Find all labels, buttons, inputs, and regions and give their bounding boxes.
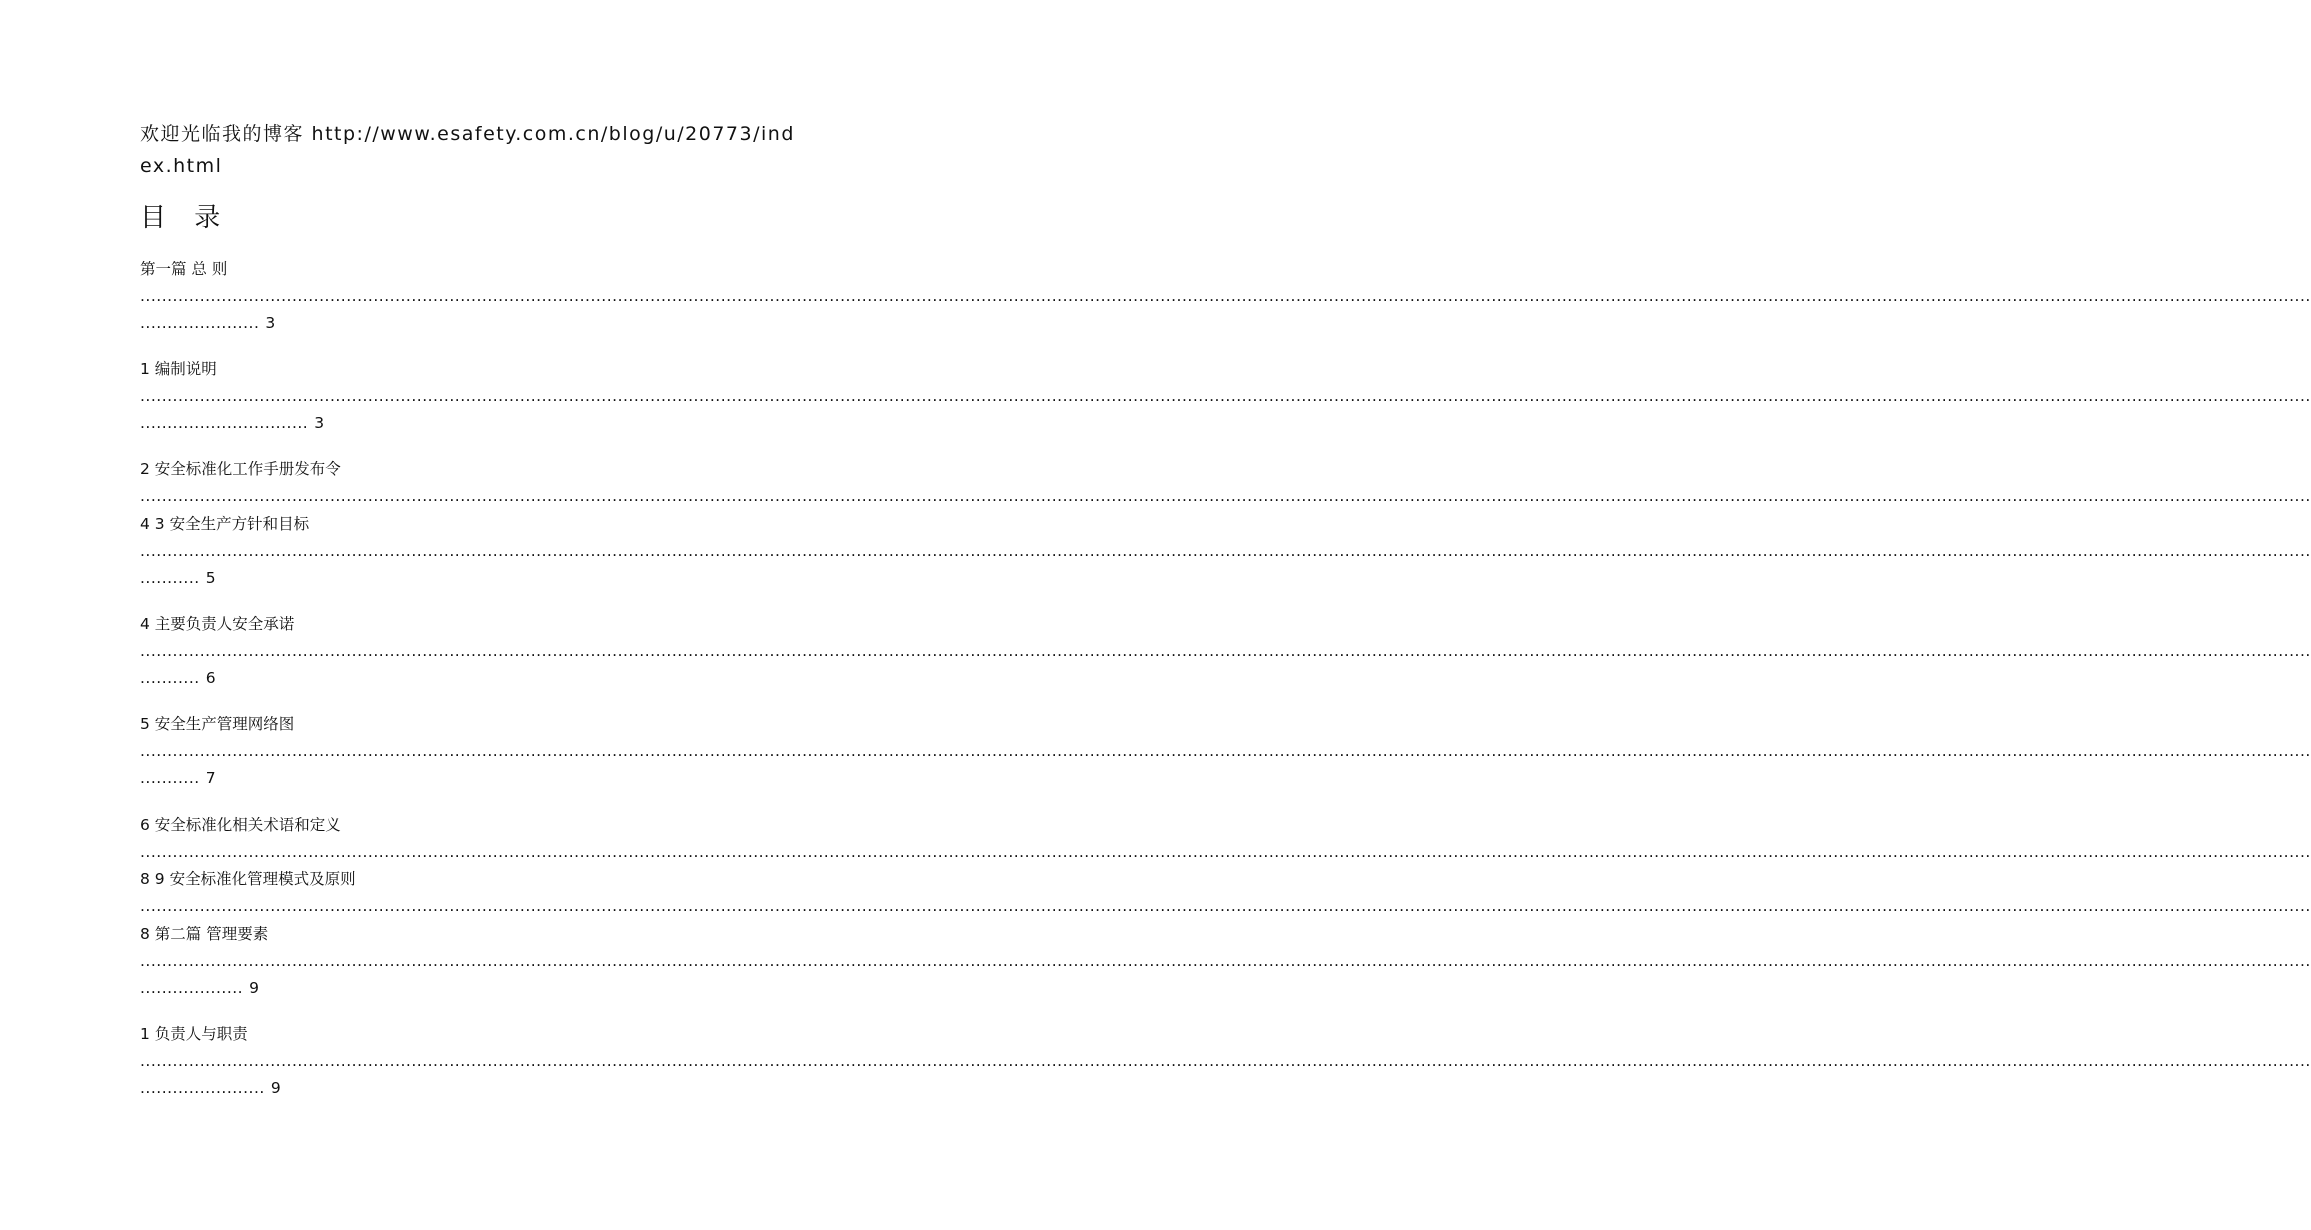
toc-entry[interactable] [140,356,2311,437]
dot-leader-tail: ...................... [140,314,260,332]
dot-leader-tail: ................... [140,979,244,997]
dot-leader-tail: ............................... [140,414,309,432]
dot-leader: ................................................................................................................................................................................................................................................................................................................................................................................................................ [140,387,2311,405]
toc-entry-title: 8 第二篇 管理要素 [140,925,269,943]
dot-leader: ................................................................................................................................................................................................................................................................................................................................................................................................................ [140,897,2311,915]
toc-entry[interactable] [140,1021,2311,1102]
toc-entry-title: 4 3 安全生产方针和目标 [140,515,310,533]
toc-entry-title: 5 安全生产管理网络图 [140,715,295,733]
dot-leader: ................................................................................................................................................................................................................................................................................................................................................................................................................ [140,843,2311,861]
dot-leader-continued [140,665,808,692]
toc-entry[interactable] [140,456,2311,510]
toc-entry-title: 1 编制说明 [140,360,217,378]
dot-leader: ................................................................................................................................................................................................................................................................................................................................................................................................................ [140,487,2311,505]
toc-entry-title: 2 安全标准化工作手册发布令 [140,460,341,478]
dot-leader: ................................................................................................................................................................................................................................................................................................................................................................................................................ [140,642,2311,660]
toc-entry-page: 7 [205,769,216,787]
toc-entry-title: 第一篇 总 则 [140,260,228,278]
dot-leader-tail: ........... [140,669,200,687]
toc-entry-page: 9 [249,979,259,997]
dot-leader: ................................................................................................................................................................................................................................................................................................................................................................................................................ [140,542,2311,560]
dot-leader-continued [140,765,808,792]
toc-entry[interactable] [140,812,2311,866]
toc-entry-page: 9 [270,1079,281,1097]
dot-leader-continued [140,565,808,592]
dot-leader: ................................................................................................................................................................................................................................................................................................................................................................................................................ [140,1052,2311,1070]
toc-entry[interactable] [140,711,2311,792]
dot-leader-tail: ....................... [140,1079,265,1097]
toc-entry-title: 6 安全标准化相关术语和定义 [140,816,341,834]
toc-entry[interactable] [140,611,2311,692]
blog-link-line[interactable]: 欢迎光临我的博客 http://www.esafety.com.cn/blog/u/20773/index.html [140,123,795,177]
toc-entry-page: 3 [265,314,276,332]
dot-leader: ................................................................................................................................................................................................................................................................................................................................................................................................................ [140,742,2311,760]
dot-leader-tail: ........... [140,769,200,787]
dot-leader-continued [140,1075,808,1102]
toc-entry[interactable] [140,866,2311,920]
toc-entry[interactable] [140,511,2311,592]
dot-leader-continued [140,410,808,437]
toc-title: 目 录 [140,203,231,233]
toc-entry[interactable] [140,921,2311,1002]
toc-entry-title: 8 9 安全标准化管理模式及原则 [140,870,356,888]
dot-leader-tail: ........... [140,569,200,587]
dot-leader: ................................................................................................................................................................................................................................................................................................................................................................................................................ [140,952,2311,970]
dot-leader: ................................................................................................................................................................................................................................................................................................................................................................................................................ [140,287,2311,305]
dot-leader-continued [140,975,808,1002]
toc-entry-page: 5 [205,569,216,587]
dot-leader-continued [140,310,808,337]
toc-entry-title: 1 负责人与职责 [140,1025,248,1043]
toc-entry-title: 4 主要负责人安全承诺 [140,615,295,633]
toc-entry[interactable] [140,256,2311,337]
toc-entry-page: 3 [314,414,325,432]
toc-entry-page: 6 [205,669,216,687]
